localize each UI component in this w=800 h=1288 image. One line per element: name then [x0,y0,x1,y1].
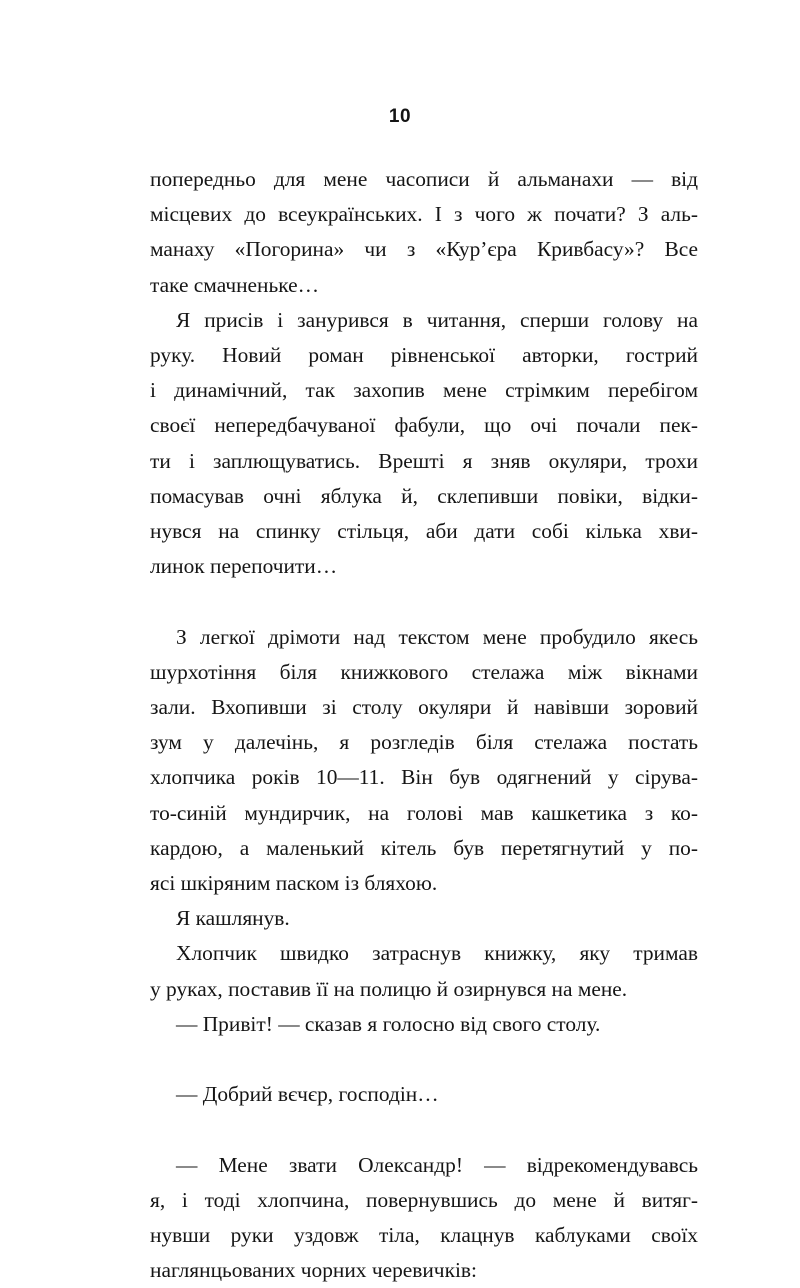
text-line: місцевих до всеукраїнських. І з чого ж почати? З аль- [150,202,698,227]
text-line: З легкої дрімоти над текстом мене пробудило якесь [176,624,698,649]
paragraph-spacer [150,584,698,619]
paragraph-spacer [150,1112,698,1147]
text-line: Хлопчик швидко затраснув книжку, яку тримав [176,941,698,966]
dialogue-paragraph [150,1148,698,1288]
text-line: у руках, поставив її на полицю й озирнувся на мене. [150,976,628,1001]
paragraph [150,936,698,1006]
text-line: — Привіт! — сказав я голосно від свого столу. [176,1011,601,1036]
text-line: ясі шкіряним паском із бляхою. [150,871,438,896]
text-line: ти і заплющуватись. Врешті я зняв окуляри, трохи [150,448,698,473]
text-line: своєї непередбачуваної фабули, що очі почали пек- [150,413,698,438]
text-line: Я кашлянув. [176,906,290,931]
text-line: помасував очні яблука й, склепивши повіки, відки- [150,483,698,508]
text-line: шурхотіння біля книжкового стелажа між вікнами [150,659,698,684]
text-line: манаху «Погорина» чи з «Кур’єра Кривбасу»? Все [150,237,698,262]
text-line: зали. Вхопивши зі столу окуляри й навівши зоровий [150,695,698,720]
paragraph [150,303,698,585]
page-number: 10 [388,106,412,127]
paragraph [150,620,698,902]
paragraph [150,901,698,936]
text-line: — Мене звати Олександр! — відрекомендувавсь [176,1152,698,1177]
text-line: зум у далечінь, я розгледів біля стелажа постать [150,730,698,755]
text-line: руку. Новий роман рівненської авторки, гострий [150,343,698,368]
paragraph [150,162,698,303]
text-line: і динамічний, так захопив мене стрімким перебігом [150,378,698,403]
text-line: Я присів і занурився в читання, сперши голову на [176,307,698,332]
text-line: таке смачненьке… [150,272,319,297]
body-text-block [150,162,698,1288]
text-line: нувши руки уздовж тіла, клацнув каблуками своїх [150,1223,698,1248]
text-line: попередньо для мене часописи й альманахи — від [150,167,698,191]
text-line: кардою, а маленький кітель був перетягнутий у по- [150,835,698,860]
dialogue-paragraph [150,1077,698,1112]
text-line: наглянцьованих чорних черевичків: [150,1258,477,1283]
text-line: линок перепочити… [150,554,338,579]
dialogue-paragraph [150,1007,698,1042]
text-line: хлопчика років 10—11. Він був одягнений у сірува- [150,765,698,790]
paragraph-spacer [150,1042,698,1077]
text-line: нувся на спинку стільця, аби дати собі кілька хви- [150,519,698,544]
text-line: — Добрий вєчєр, господін… [176,1082,439,1107]
text-line: я, і тоді хлопчина, повернувшись до мене й витяг- [150,1187,698,1212]
text-line: то-синій мундирчик, на голові мав кашкетика з ко- [150,800,698,825]
